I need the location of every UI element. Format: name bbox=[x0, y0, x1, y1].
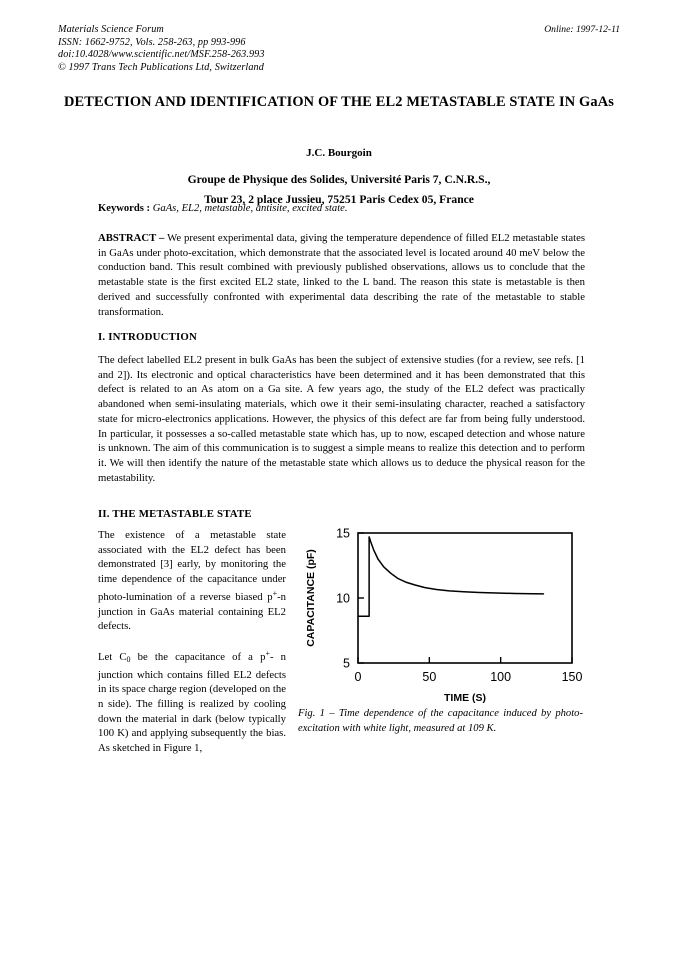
figure-1 bbox=[296, 515, 586, 705]
doi-line: doi:10.4028/www.scientific.net/MSF.258-263.993 bbox=[58, 49, 265, 61]
affiliation-line-1: Groupe de Physique des Solides, Université Paris 7, C.N.R.S., bbox=[187, 173, 491, 186]
x-tick-label: 100 bbox=[490, 670, 512, 684]
affiliation-line-2: Tour 23, 2 place Jussieu, 75251 Paris Cedex 05, France bbox=[204, 193, 474, 206]
abstract-text: We present experimental data, giving the temperature dependence of filled EL2 metastable states in GaAs under photo-excitation, which demonstrate that the associated level is located around 40 meV below the conduction band. This result combined with previously published observations, allows us to conclude that the metastable state is the first excited EL2 state, linked to the L band. The reason this state is metastable is then derived and successfully confronted with experimental data describing the rate of the metastable to stable transformation. bbox=[98, 232, 585, 318]
figure-1-caption: Fig. 1 – Time dependence of the capacitance induced by photo-excitation with white light, measured at 109 K. bbox=[298, 708, 583, 734]
abstract-label: ABSTRACT – bbox=[98, 232, 165, 244]
metastable-p2-part-a: Let C bbox=[98, 650, 127, 663]
metastable-p2-superscript: + bbox=[265, 648, 270, 658]
section-heading-metastable-state: II. THE METASTABLE STATE bbox=[98, 508, 252, 520]
y-tick-label: 5 bbox=[343, 656, 350, 671]
plot-frame bbox=[358, 533, 572, 663]
x-tick-label: 50 bbox=[422, 670, 437, 684]
y-tick-label: 10 bbox=[336, 591, 350, 606]
paper-title: DETECTION AND IDENTIFICATION OF THE EL2 METASTABLE STATE IN GaAs bbox=[63, 94, 615, 110]
author-name: J.C. Bourgoin bbox=[306, 147, 372, 159]
x-tick-label: 0 bbox=[354, 670, 362, 684]
journal-name: Materials Science Forum bbox=[58, 24, 164, 35]
capacitance-transient-chart bbox=[296, 515, 586, 705]
copyright-line: © 1997 Trans Tech Publications Ltd, Switzerland bbox=[58, 61, 264, 73]
keywords-list: GaAs, EL2, metastable, antisite, excited state. bbox=[152, 203, 348, 214]
metastable-p2-part-c: - n junction which contains filled EL2 defects in its space charge region (developed on the n side). The filling is realized by cooling down the material in dark (below typically 100 K) and applying subsequently the bias. As sketched in Figure 1, bbox=[98, 650, 287, 755]
introduction-paragraph: The defect labelled EL2 present in bulk GaAs has been the subject of extensive studies (for a review, see refs. [1 and 2]). Its electronic and optical characteristics have been determined and it has been demonstrated that this defect is related to an As atom on a Ga site. A few years ago, the study of the EL2 defect was practically abandoned when semi-insulating materials, which owe it their semi-insulating character, reached a satisfactory state for micro-electronics applications. However, the physics of this defect are far from being fully understood. In particular, it possesses a so-called metastable state which has, up to now, escaped detection and whose nature is unknown. The aim of this communication is to suggest a simple means to realize this detection and to perform it. We will then identify the nature of the metastable state which allows us to deduce the physical reason for the metastability. bbox=[98, 354, 585, 484]
section-heading-introduction: I. INTRODUCTION bbox=[98, 331, 197, 343]
left-column-text bbox=[98, 528, 286, 756]
online-date: Online: 1997-12-11 bbox=[544, 24, 620, 35]
keywords-block bbox=[98, 203, 585, 214]
keywords-label: Keywords : bbox=[98, 203, 151, 214]
metastable-paragraph-2 bbox=[98, 647, 286, 756]
metastable-p1-part-a: The existence of a metastable state associated with the EL2 defect has been demonstrated [3] early, by monitoring the time dependence of the capacitance under photo-lumination of a reverse biased p bbox=[98, 529, 286, 603]
metastable-p2-part-b: be the capacitance of a p bbox=[130, 650, 266, 663]
metastable-p1-part-b: -n junction in GaAs material containing EL2 defects. bbox=[98, 590, 286, 633]
abstract-block bbox=[98, 231, 585, 319]
data-series-line bbox=[358, 537, 543, 616]
issn-line: ISSN: 1662-9752, Vols. 258-263, pp 993-996 bbox=[58, 36, 246, 48]
metastable-p2-subscript: 0 bbox=[126, 654, 131, 664]
y-tick-label: 15 bbox=[336, 526, 350, 541]
journal-info bbox=[58, 24, 265, 74]
y-axis-label: CAPACITANCE (pF) bbox=[305, 549, 317, 647]
masthead bbox=[58, 24, 620, 74]
metastable-paragraph-1 bbox=[98, 528, 286, 634]
x-tick-label: 150 bbox=[561, 670, 583, 684]
x-axis-label: TIME (S) bbox=[444, 692, 486, 704]
metastable-p1-superscript: + bbox=[272, 588, 278, 598]
